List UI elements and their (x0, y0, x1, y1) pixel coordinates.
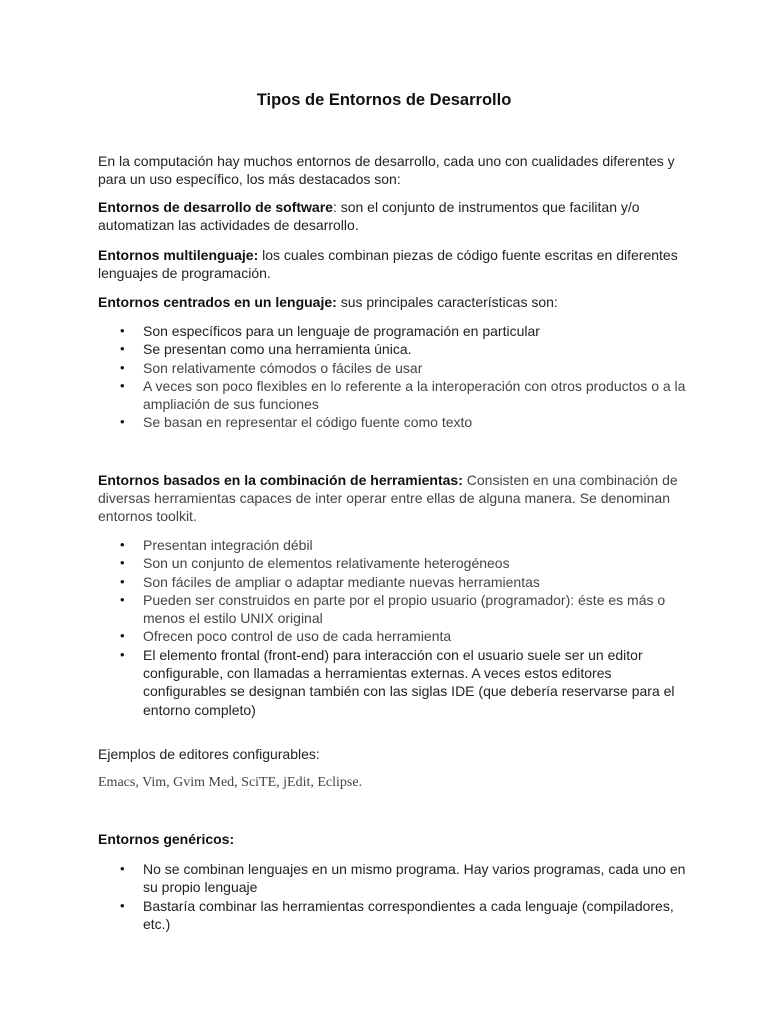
list-item: • No se combinan lenguajes en un mismo programa. Hay varios programas, cada uno en su propio lenguaje (120, 861, 686, 896)
intro-paragraph: En la computación hay muchos entornos de desarrollo, cada uno con cualidades diferentes y para un uso específico, los más destacados son: (98, 153, 675, 187)
list-item: • Se basan en representar el código fuente como texto (120, 414, 473, 431)
list-item: • Son fáciles de ampliar o adaptar mediante nuevas herramientas (120, 573, 540, 590)
document-title: Tipos de Entornos de Desarrollo (256, 91, 512, 109)
combinacion-term: Entornos basados en la combinación de herramientas: (98, 472, 463, 488)
bullet-icon: • (120, 591, 125, 607)
list-item: • El elemento frontal (front-end) para interacción con el usuario suele ser un editor configurable, con llamadas a herramientas externas. A veces estos editores configurables se designan también con las siglas IDE (que debería reservarse para el entorno completo) (120, 646, 675, 718)
list-item: • Pueden ser construidos en parte por el propio usuario (programador): éste es más o menos el estilo UNIX original (120, 591, 666, 627)
bullet-icon: • (120, 341, 125, 357)
list-item: • Son relativamente cómodos o fáciles de usar (120, 359, 423, 376)
bullet-icon: • (120, 377, 125, 393)
genericos-paragraph (98, 830, 698, 848)
ejemplos-list: Emacs, Vim, Gvim Med, SciTE, jEdit, Eclipse. (98, 775, 363, 790)
bullet-icon: • (120, 323, 125, 338)
genericos-term: Entornos genéricos: (98, 831, 235, 847)
bullet-icon: • (120, 414, 125, 430)
centrados-text: sus principales características son: (336, 294, 558, 310)
multilenguaje-term: Entornos multilenguaje: (98, 247, 259, 263)
bullet-icon: • (120, 628, 125, 644)
software-term: Entornos de desarrollo de software (98, 199, 333, 215)
software-paragraph (98, 198, 698, 234)
bullet-icon: • (120, 573, 125, 589)
centrados-term: Entornos centrados en un lenguaje: (98, 294, 337, 310)
centrados-paragraph (98, 293, 698, 311)
bullet-icon: • (120, 861, 125, 876)
list-item: • A veces son poco flexibles en lo referente a la interoperación con otros productos o a la ampliación de sus funciones (120, 377, 686, 413)
bullet-icon: • (120, 897, 125, 913)
bullet-icon: • (120, 646, 125, 662)
combinacion-paragraph (98, 471, 698, 525)
combinacion-list (98, 536, 698, 719)
list-item: • Bastaría combinar las herramientas correspondientes a cada lenguaje (compiladores, etc.) (120, 897, 674, 932)
multilenguaje-paragraph (98, 246, 698, 282)
ejemplos-label: Ejemplos de editores configurables: (98, 746, 320, 762)
bullet-icon: • (120, 537, 125, 552)
combinacion-text: Consisten en una combinación de diversas herramientas capaces de inter operar entre ellas de alguna manera. Se denominan entornos toolkit. (98, 472, 678, 524)
centrados-list (98, 322, 698, 432)
list-item: • Presentan integración débil (120, 537, 313, 553)
list-item: • Se presentan como una herramienta única. (120, 341, 412, 358)
multilenguaje-text: los cuales combinan piezas de código fuente escritas en diferentes lenguajes de programación. (98, 247, 678, 281)
list-item: • Ofrecen poco control de uso de cada herramienta (120, 628, 452, 645)
bullet-icon: • (120, 555, 125, 571)
genericos-list (98, 860, 698, 933)
list-item: • Son un conjunto de elementos relativamente heterogéneos (120, 555, 510, 572)
bullet-icon: • (120, 359, 125, 375)
software-text: : son el conjunto de instrumentos que facilitan y/o automatizan las actividades de desarrollo. (98, 199, 640, 233)
list-item: • Son específicos para un lenguaje de programación en particular (120, 323, 540, 339)
